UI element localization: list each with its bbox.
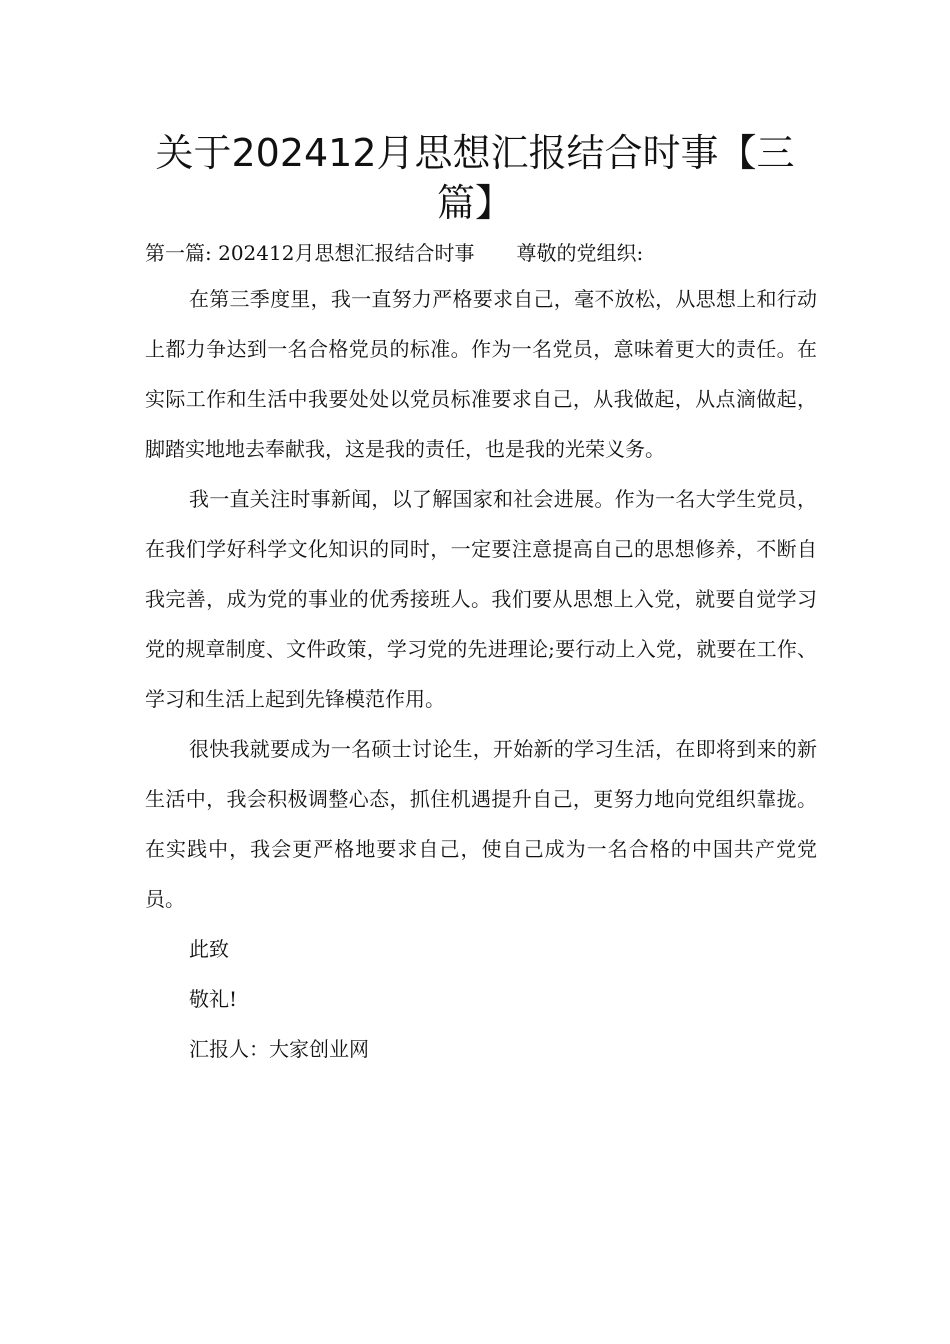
paragraph-1: 在第三季度里，我一直努力严格要求自己，毫不放松，从思想上和行动上都力争达到一名合格党员的标准。作为一名党员，意味着更大的责任。在实际工作和生活中我要处处以党员标准要求自己，从我做起，从点滴做起，脚踏实地地去奉献我，这是我的责任，也是我的光荣义务。	[145, 287, 817, 461]
paragraph-3: 很快我就要成为一名硕士讨论生，开始新的学习生活，在即将到来的新生活中，我会积极调整心态，抓住机遇提升自己，更努力地向党组织靠拢。在实践中，我会更严格地要求自己，使自己成为一名合格的中国共产党党员。	[145, 737, 817, 911]
signature-line: 汇报人：大家创业网	[189, 1037, 369, 1061]
paragraph-2: 我一直关注时事新闻，以了解国家和社会进展。作为一名大学生党员，在我们学好科学文化知识的同时，一定要注意提高自己的思想修养，不断自我完善，成为党的事业的优秀接班人。我们要从思想上入党，就要自觉学习党的规章制度、文件政策，学习党的先进理论;要行动上入党，就要在工作、学习和生活上起到先锋模范作用。	[145, 487, 817, 711]
document-body	[145, 232, 817, 1074]
section-title: 第一篇: 202412月思想汇报结合时事	[145, 241, 475, 265]
section-heading	[145, 232, 817, 274]
salutation: 尊敬的党组织:	[516, 241, 644, 265]
closing-line-2: 敬礼!	[189, 987, 238, 1011]
document-title: 关于202412月思想汇报结合时事【三篇】	[155, 131, 795, 225]
closing-line-1: 此致	[189, 937, 229, 961]
